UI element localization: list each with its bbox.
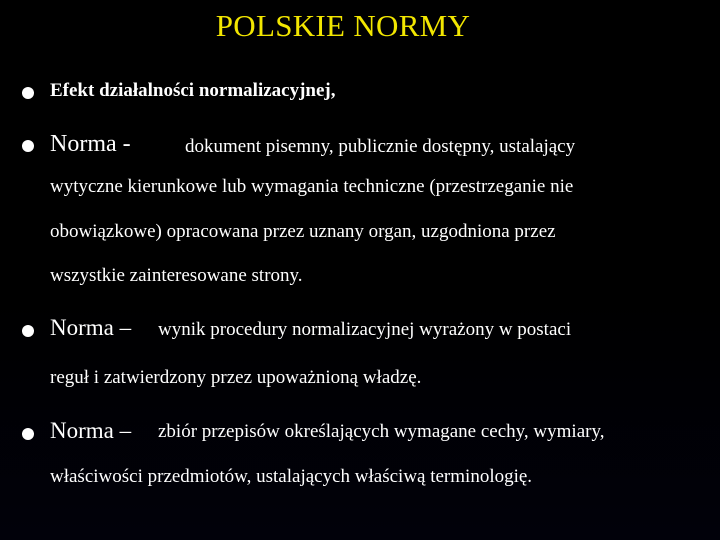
bullet-icon [22,87,34,99]
item-4-definition-line-2: właściwości przedmiotów, ustalających właściwą terminologię. [50,466,533,487]
item-1-text: Efekt działalności normalizacyjnej, [50,80,336,101]
bullet-icon [22,428,34,440]
item-4-term: Norma – [50,418,132,443]
slide-title: POLSKIE NORMY [215,8,471,43]
item-2-term: Norma - [50,131,131,157]
item-2-definition-line-2: wytyczne kierunkowe lub wymagania techniczne (przestrzeganie nie [50,176,574,197]
item-4-definition-line-1: zbiór przepisów określających wymagane cechy, wymiary, [158,421,605,442]
bullet-icon [22,325,34,337]
item-3-definition-line-2: reguł i zatwierdzony przez upoważnioną władzę. [50,367,422,388]
item-3-definition-line-1: wynik procedury normalizacyjnej wyrażony w postaci [158,319,572,340]
item-3-term: Norma – [50,315,132,340]
bullet-icon [22,140,34,152]
item-2-definition-line-1: dokument pisemny, publicznie dostępny, ustalający [185,136,576,157]
item-2-definition-line-3: obowiązkowe) opracowana przez uznany organ, uzgodniona przez [50,221,556,242]
item-2-definition-line-4: wszystkie zainteresowane strony. [50,265,303,286]
